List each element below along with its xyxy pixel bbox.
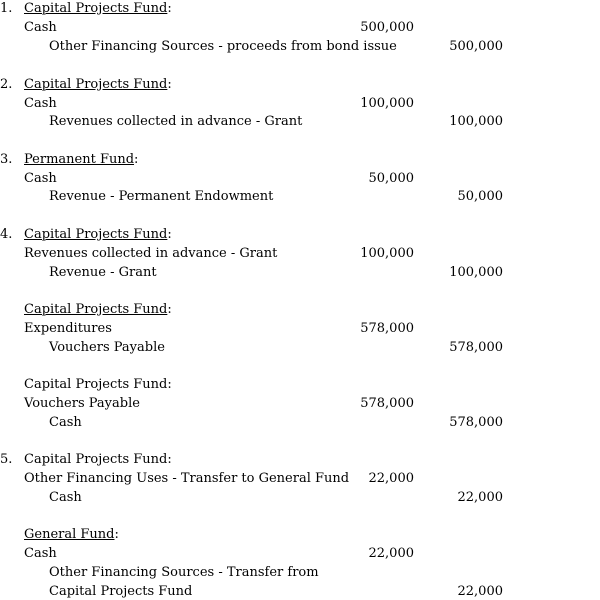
debit-account: Cash bbox=[24, 20, 57, 35]
debit-account: Revenues collected in advance - Grant bbox=[24, 246, 278, 261]
fund-colon: : bbox=[167, 302, 172, 317]
entry-number: 4. bbox=[0, 227, 13, 242]
credit-account: Revenue - Permanent Endowment bbox=[49, 189, 274, 204]
credit-account: Vouchers Payable bbox=[49, 340, 165, 355]
entry-number: 1. bbox=[0, 1, 13, 16]
debit-account: Cash bbox=[24, 96, 57, 111]
debit-amount: 50,000 bbox=[368, 171, 414, 186]
fund-colon: : bbox=[114, 527, 119, 542]
debit-account: Other Financing Uses - Transfer to General Fund bbox=[24, 471, 350, 486]
credit-amount: 578,000 bbox=[449, 340, 503, 355]
credit-account: Revenues collected in advance - Grant bbox=[49, 114, 303, 129]
fund-colon: : bbox=[167, 227, 172, 242]
fund-name: General Fund bbox=[24, 527, 115, 542]
debit-account: Vouchers Payable bbox=[24, 396, 140, 411]
debit-account: Expenditures bbox=[24, 321, 112, 336]
fund-colon: : bbox=[167, 1, 172, 16]
credit-account: Cash bbox=[49, 490, 82, 505]
debit-amount: 100,000 bbox=[360, 96, 414, 111]
debit-amount: 500,000 bbox=[360, 20, 414, 35]
credit-amount: 22,000 bbox=[457, 490, 503, 505]
fund-name: Capital Projects Fund bbox=[24, 77, 168, 92]
credit-amount: 50,000 bbox=[457, 189, 503, 204]
fund-name: Capital Projects Fund bbox=[24, 227, 168, 242]
debit-amount: 22,000 bbox=[368, 471, 414, 486]
credit-account: Other Financing Sources - proceeds from bond issue bbox=[49, 39, 397, 54]
fund-heading: Capital Projects Fund: bbox=[24, 452, 172, 467]
credit-account: Cash bbox=[49, 415, 82, 430]
fund-colon: : bbox=[167, 77, 172, 92]
fund-heading bbox=[24, 527, 119, 543]
entry-number: 3. bbox=[0, 152, 13, 167]
entry-number: 5. bbox=[0, 452, 13, 467]
credit-amount: 100,000 bbox=[449, 114, 503, 129]
credit-account-line-1: Other Financing Sources - Transfer from bbox=[49, 565, 319, 580]
credit-amount: 22,000 bbox=[457, 584, 503, 599]
fund-heading bbox=[24, 302, 172, 318]
credit-amount: 500,000 bbox=[449, 39, 503, 54]
fund-heading bbox=[24, 77, 172, 93]
debit-amount: 22,000 bbox=[368, 546, 414, 561]
fund-name: Permanent Fund bbox=[24, 152, 135, 167]
fund-heading bbox=[24, 152, 138, 168]
fund-heading: Capital Projects Fund: bbox=[24, 377, 172, 392]
credit-account: Revenue - Grant bbox=[49, 265, 157, 280]
fund-heading bbox=[24, 227, 172, 243]
credit-amount: 578,000 bbox=[449, 415, 503, 430]
credit-account-line-2: Capital Projects Fund bbox=[49, 584, 193, 599]
debit-amount: 578,000 bbox=[360, 396, 414, 411]
entry-number: 2. bbox=[0, 77, 13, 92]
debit-amount: 100,000 bbox=[360, 246, 414, 261]
credit-amount: 100,000 bbox=[449, 265, 503, 280]
debit-account: Cash bbox=[24, 546, 57, 561]
fund-name: Capital Projects Fund bbox=[24, 1, 168, 16]
fund-name: Capital Projects Fund bbox=[24, 302, 168, 317]
debit-amount: 578,000 bbox=[360, 321, 414, 336]
fund-heading bbox=[24, 1, 172, 17]
debit-account: Cash bbox=[24, 171, 57, 186]
fund-colon: : bbox=[134, 152, 139, 167]
